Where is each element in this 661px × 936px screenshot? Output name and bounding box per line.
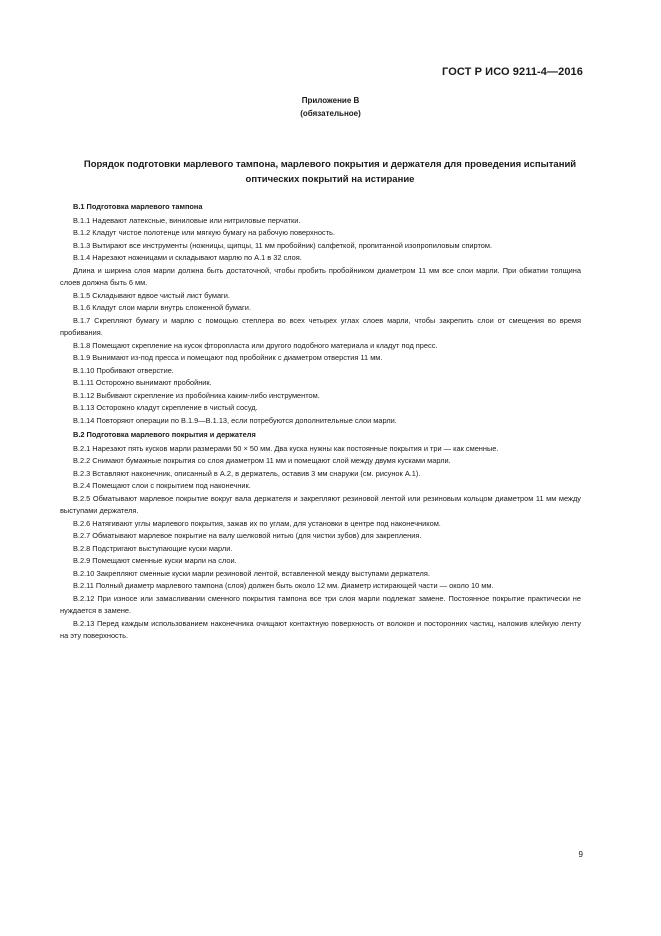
paragraph: В.1.1 Надевают латексные, виниловые или нитриловые перчатки.	[73, 215, 301, 225]
paragraph: В.1.12 Выбивают скрепление из пробойника каким-либо инструментом.	[73, 390, 320, 400]
paragraph: В.2.11 Полный диаметр марлевого тампона (слоя) должен быть около 12 мм. Диаметр истирающей части — около 10 мм.	[73, 581, 494, 590]
paragraph: В.2.8 Подстригают выступающие куски марли.	[73, 543, 233, 553]
paragraph: В.1.6 Кладут слои марли внутрь сложенной бумаги.	[73, 303, 251, 312]
paragraph: В.2.4 Помещают слои с покрытием под наконечник.	[73, 481, 251, 490]
paragraph: В.2.10 Закрепляют сменные куски марли резиновой лентой, вставленной между выступами держателя.	[73, 568, 430, 578]
annex-title: Приложение В	[301, 96, 360, 105]
paragraph: В.1.4 Нарезают ножницами и складывают марлю по А.1 в 32 слоя.	[73, 253, 302, 262]
paragraph: В.1.10 Пробивают отверстие.	[73, 365, 174, 375]
paragraph: В.2.2 Снимают бумажные покрытия со слоя диаметром 11 мм и помещают слой между двумя кусками марли.	[73, 456, 451, 465]
paragraph: В.1.2 Кладут чистое полотенце или мягкую бумагу на рабочую поверхность.	[73, 228, 335, 237]
annex-type: (обязательное)	[300, 109, 361, 118]
paragraph: В.1.9 Вынимают из-под пресса и помещают под пробойник с диаметром отверстия 11 мм.	[73, 353, 383, 362]
paragraph: В.1.13 Осторожно кладут скрепление в чистый сосуд.	[73, 403, 258, 412]
section-b1	[60, 215, 581, 428]
section-heading-b1: В.1 Подготовка марлевого тампона	[73, 202, 203, 211]
paragraph: В.1.7 Скрепляют бумагу и марлю с помощью степлера во всех четырех углах слоев марли, чтобы закрепить слои от смещения во время пробивания.	[60, 315, 581, 337]
paragraph: В.1.8 Помещают скрепление на кусок фторопласта или другого подобного материала и кладут под пресс.	[73, 340, 438, 350]
paragraph: В.1.14 Повторяют операции по В.1.9—В.1.13, если потребуются дополнительные слои марли.	[73, 415, 397, 425]
paragraph: В.2.9 Помещают сменные куски марли на слои.	[73, 556, 237, 565]
document-body	[60, 201, 581, 643]
page-number: 9	[578, 850, 583, 859]
document-code: ГОСТ Р ИСО 9211-4—2016	[442, 66, 583, 78]
paragraph: В.2.6 Натягивают углы марлевого покрытия, зажав их по углам, для установки в центре под наконечником.	[73, 518, 441, 528]
paragraph: В.2.13 Перед каждым использованием наконечника очищают контактную поверхность от волокон и посторонних частиц, наложив клейкую ленту на эту поверхность.	[60, 618, 581, 640]
paragraph: В.2.1 Нарезают пять кусков марли размерами 50 × 50 мм. Два куска нужны как постоянные покрытия и три — как сменные.	[73, 443, 499, 453]
paragraph: В.2.3 Вставляют наконечник, описанный в А.2, в держатель, оставив 3 мм снаружи (см. рисунок А.1).	[73, 468, 421, 478]
section-heading-b2: В.2 Подготовка марлевого покрытия и держателя	[73, 430, 256, 439]
paragraph: В.1.11 Осторожно вынимают пробойник.	[73, 378, 212, 387]
paragraph: В.1.3 Вытирают все инструменты (ножницы, щипцы, 11 мм пробойник) салфеткой, пропитанной изопропиловым спиртом.	[73, 240, 493, 250]
paragraph: В.1.5 Складывают вдвое чистый лист бумаги.	[73, 290, 230, 300]
paragraph: В.2.7 Обматывают марлевое покрытие на валу шелковой нитью (для чистки зубов) для закрепления.	[73, 531, 422, 540]
section-b2	[60, 443, 581, 643]
document-title: Порядок подготовки марлевого тампона, марлевого покрытия и держателя для проведения испытаний оптических покрытий на истирание	[83, 159, 577, 185]
paragraph: В.2.5 Обматывают марлевое покрытие вокруг вала держателя и закрепляют резиновой лентой или резиновым кольцом диаметром 11 мм между выступами держателя.	[60, 493, 581, 515]
paragraph: Длина и ширина слоя марли должна быть достаточной, чтобы пробить пробойником диаметром 11 мм все слои марли. При обжатии толщина слоев должна быть 6 мм.	[60, 265, 581, 287]
paragraph: В.2.12 При износе или замасливании сменного покрытия тампона все три слоя марли подлежат замене. Постоянное покрытие практически не нуждается в замене.	[60, 593, 581, 615]
